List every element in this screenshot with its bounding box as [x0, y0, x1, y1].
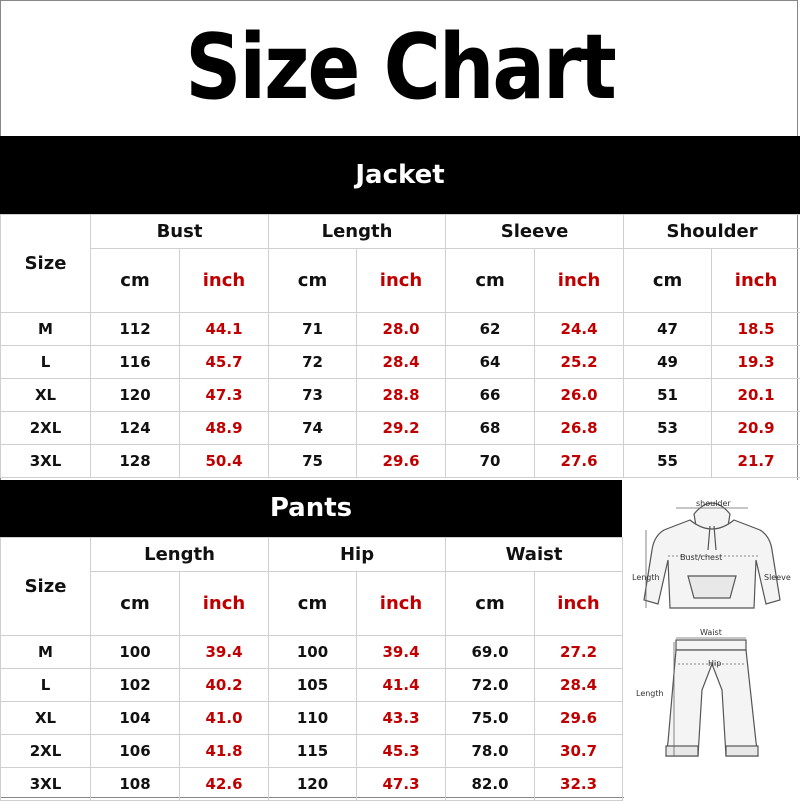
length-inch: 40.2 — [180, 669, 269, 702]
sleeve-cm: 68 — [446, 412, 535, 445]
waist-inch: 29.6 — [535, 702, 623, 735]
size-label: 2XL — [1, 412, 91, 445]
unit-cm: cm — [91, 572, 180, 636]
shoulder-inch: 19.3 — [712, 346, 800, 379]
shoulder-inch: 20.1 — [712, 379, 800, 412]
sleeve-cm: 64 — [446, 346, 535, 379]
bust-inch: 50.4 — [180, 445, 269, 478]
shoulder-inch: 20.9 — [712, 412, 800, 445]
length-cm: 104 — [91, 702, 180, 735]
hip-inch: 47.3 — [357, 768, 446, 801]
table-row — [1, 346, 800, 379]
sleeve-cm: 70 — [446, 445, 535, 478]
hip-cm: 120 — [269, 768, 357, 801]
bust-inch: 47.3 — [180, 379, 269, 412]
length-inch: 41.0 — [180, 702, 269, 735]
length-inch: 29.6 — [357, 445, 446, 478]
table-row — [1, 313, 800, 346]
table-row — [1, 636, 623, 669]
unit-cm: cm — [91, 249, 180, 313]
sleeve-cm: 62 — [446, 313, 535, 346]
size-label: 3XL — [1, 768, 91, 801]
size-label: XL — [1, 379, 91, 412]
bust-inch: 48.9 — [180, 412, 269, 445]
table-row — [1, 702, 623, 735]
unit-inch: inch — [357, 249, 446, 313]
pants-table — [0, 537, 623, 801]
waist-inch: 30.7 — [535, 735, 623, 768]
waist-inch: 27.2 — [535, 636, 623, 669]
shoulder-cm: 49 — [624, 346, 712, 379]
bust-label: Bust/chest — [680, 553, 722, 562]
bust-cm: 124 — [91, 412, 180, 445]
length-inch: 41.8 — [180, 735, 269, 768]
shoulder-cm: 55 — [624, 445, 712, 478]
hip-inch: 39.4 — [357, 636, 446, 669]
unit-cm: cm — [269, 572, 357, 636]
shoulder-cm: 53 — [624, 412, 712, 445]
unit-inch: inch — [357, 572, 446, 636]
size-label: L — [1, 346, 91, 379]
length-inch: 29.2 — [357, 412, 446, 445]
length-cm: 72 — [269, 346, 357, 379]
pants-drawing — [666, 640, 758, 756]
shoulder-label: shoulder — [696, 499, 731, 508]
waist-cm: 82.0 — [446, 768, 535, 801]
garment-illustration — [624, 480, 800, 800]
shoulder-cm: 47 — [624, 313, 712, 346]
group-header-length: Length — [269, 215, 446, 249]
sleeve-inch: 26.8 — [535, 412, 624, 445]
waist-inch: 28.4 — [535, 669, 623, 702]
table-row — [1, 768, 623, 801]
table-row — [1, 412, 800, 445]
unit-cm: cm — [269, 249, 357, 313]
table-row — [1, 735, 623, 768]
table-row — [1, 379, 800, 412]
waist-inch: 32.3 — [535, 768, 623, 801]
hip-cm: 105 — [269, 669, 357, 702]
waist-label: Waist — [700, 628, 722, 637]
unit-inch: inch — [535, 249, 624, 313]
waist-cm: 78.0 — [446, 735, 535, 768]
sleeve-label: Sleeve — [764, 573, 791, 582]
unit-cm: cm — [624, 249, 712, 313]
size-label: 2XL — [1, 735, 91, 768]
group-header-waist: Waist — [446, 538, 623, 572]
group-header-shoulder: Shoulder — [624, 215, 800, 249]
group-header-length: Length — [91, 538, 269, 572]
jacket-table — [0, 214, 800, 478]
length-inch: 28.0 — [357, 313, 446, 346]
length-inch: 39.4 — [180, 636, 269, 669]
unit-inch: inch — [180, 249, 269, 313]
hip-cm: 110 — [269, 702, 357, 735]
hip-inch: 43.3 — [357, 702, 446, 735]
size-header: Size — [1, 215, 91, 313]
bust-cm: 128 — [91, 445, 180, 478]
hip-inch: 41.4 — [357, 669, 446, 702]
sleeve-inch: 27.6 — [535, 445, 624, 478]
length-inch: 28.8 — [357, 379, 446, 412]
shoulder-cm: 51 — [624, 379, 712, 412]
hip-inch: 45.3 — [357, 735, 446, 768]
shoulder-inch: 18.5 — [712, 313, 800, 346]
waist-cm: 75.0 — [446, 702, 535, 735]
unit-inch: inch — [712, 249, 800, 313]
length-cm: 108 — [91, 768, 180, 801]
jacket-heading: Jacket — [0, 136, 800, 214]
size-label: M — [1, 636, 91, 669]
length-inch: 28.4 — [357, 346, 446, 379]
unit-cm: cm — [446, 572, 535, 636]
length-cm: 71 — [269, 313, 357, 346]
bust-inch: 44.1 — [180, 313, 269, 346]
length-cm: 106 — [91, 735, 180, 768]
sleeve-inch: 26.0 — [535, 379, 624, 412]
garment-diagram — [624, 480, 800, 798]
length-inch: 42.6 — [180, 768, 269, 801]
table-row — [1, 445, 800, 478]
sleeve-inch: 24.4 — [535, 313, 624, 346]
length-cm: 102 — [91, 669, 180, 702]
bust-inch: 45.7 — [180, 346, 269, 379]
sleeve-cm: 66 — [446, 379, 535, 412]
length-cm: 100 — [91, 636, 180, 669]
table-row — [1, 669, 623, 702]
group-header-sleeve: Sleeve — [446, 215, 624, 249]
waist-cm: 69.0 — [446, 636, 535, 669]
bust-cm: 116 — [91, 346, 180, 379]
size-label: L — [1, 669, 91, 702]
length-cm: 73 — [269, 379, 357, 412]
group-header-hip: Hip — [269, 538, 446, 572]
group-header-bust: Bust — [91, 215, 269, 249]
length-cm: 75 — [269, 445, 357, 478]
pants-heading: Pants — [0, 480, 622, 537]
hip-label: Hip — [708, 659, 721, 668]
unit-inch: inch — [180, 572, 269, 636]
page-title: Size Chart — [0, 11, 800, 126]
pants-length-label: Length — [636, 689, 664, 698]
bust-cm: 112 — [91, 313, 180, 346]
hip-cm: 115 — [269, 735, 357, 768]
hip-cm: 100 — [269, 636, 357, 669]
unit-inch: inch — [535, 572, 623, 636]
sleeve-inch: 25.2 — [535, 346, 624, 379]
length-cm: 74 — [269, 412, 357, 445]
size-label: 3XL — [1, 445, 91, 478]
bust-cm: 120 — [91, 379, 180, 412]
size-label: M — [1, 313, 91, 346]
size-label: XL — [1, 702, 91, 735]
size-header: Size — [1, 538, 91, 636]
shoulder-inch: 21.7 — [712, 445, 800, 478]
waist-cm: 72.0 — [446, 669, 535, 702]
jacket-length-label: Length — [632, 573, 660, 582]
unit-cm: cm — [446, 249, 535, 313]
